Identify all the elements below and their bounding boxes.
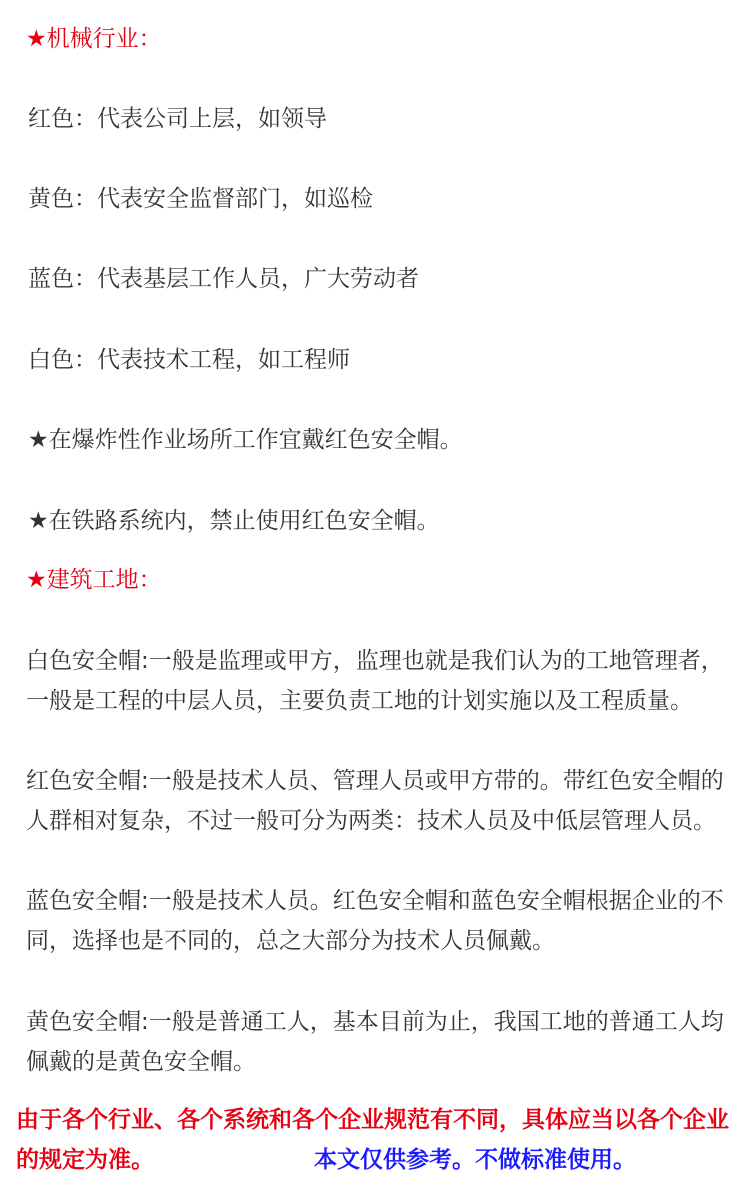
list-item: 红色：代表公司上层，如领导 xyxy=(28,106,327,132)
list-item: ★在铁路系统内，禁止使用红色安全帽。 xyxy=(28,508,440,534)
paragraph-line: 一般是工程的中层人员，主要负责工地的计划实施以及工程质量。 xyxy=(26,688,693,714)
paragraph-line: 同，选择也是不同的，总之大部分为技术人员佩戴。 xyxy=(26,928,555,954)
disclaimer-text: 本文仅供参考。不做标准使用。 xyxy=(314,1147,636,1173)
paragraph-line: 人群相对复杂，不过一般可分为两类：技术人员及中低层管理人员。 xyxy=(26,808,716,834)
list-item: 白色：代表技术工程，如工程师 xyxy=(28,347,350,373)
notice-line: 由于各个行业、各个系统和各个企业规范有不同，具体应当以各个企业 xyxy=(16,1107,729,1133)
list-item: 黄色：代表安全监督部门，如巡检 xyxy=(28,186,373,212)
paragraph-line: 黄色安全帽:一般是普通工人，基本目前为止，我国工地的普通工人均 xyxy=(26,1009,724,1035)
paragraph-line: 红色安全帽:一般是技术人员、管理人员或甲方带的。带红色安全帽的 xyxy=(26,768,724,794)
paragraph-line: 白色安全帽:一般是监理或甲方，监理也就是我们认为的工地管理者， xyxy=(26,648,724,674)
section-heading-machinery: ★机械行业： xyxy=(26,26,162,52)
section-heading-construction: ★建筑工地： xyxy=(26,567,162,593)
list-item: ★在爆炸性作业场所工作宜戴红色安全帽。 xyxy=(28,427,463,453)
notice-line: 的规定为准。 xyxy=(16,1147,154,1173)
list-item: 蓝色：代表基层工作人员，广大劳动者 xyxy=(28,266,419,292)
paragraph-line: 蓝色安全帽:一般是技术人员。红色安全帽和蓝色安全帽根据企业的不 xyxy=(26,888,724,914)
paragraph-line: 佩戴的是黄色安全帽。 xyxy=(26,1049,256,1075)
